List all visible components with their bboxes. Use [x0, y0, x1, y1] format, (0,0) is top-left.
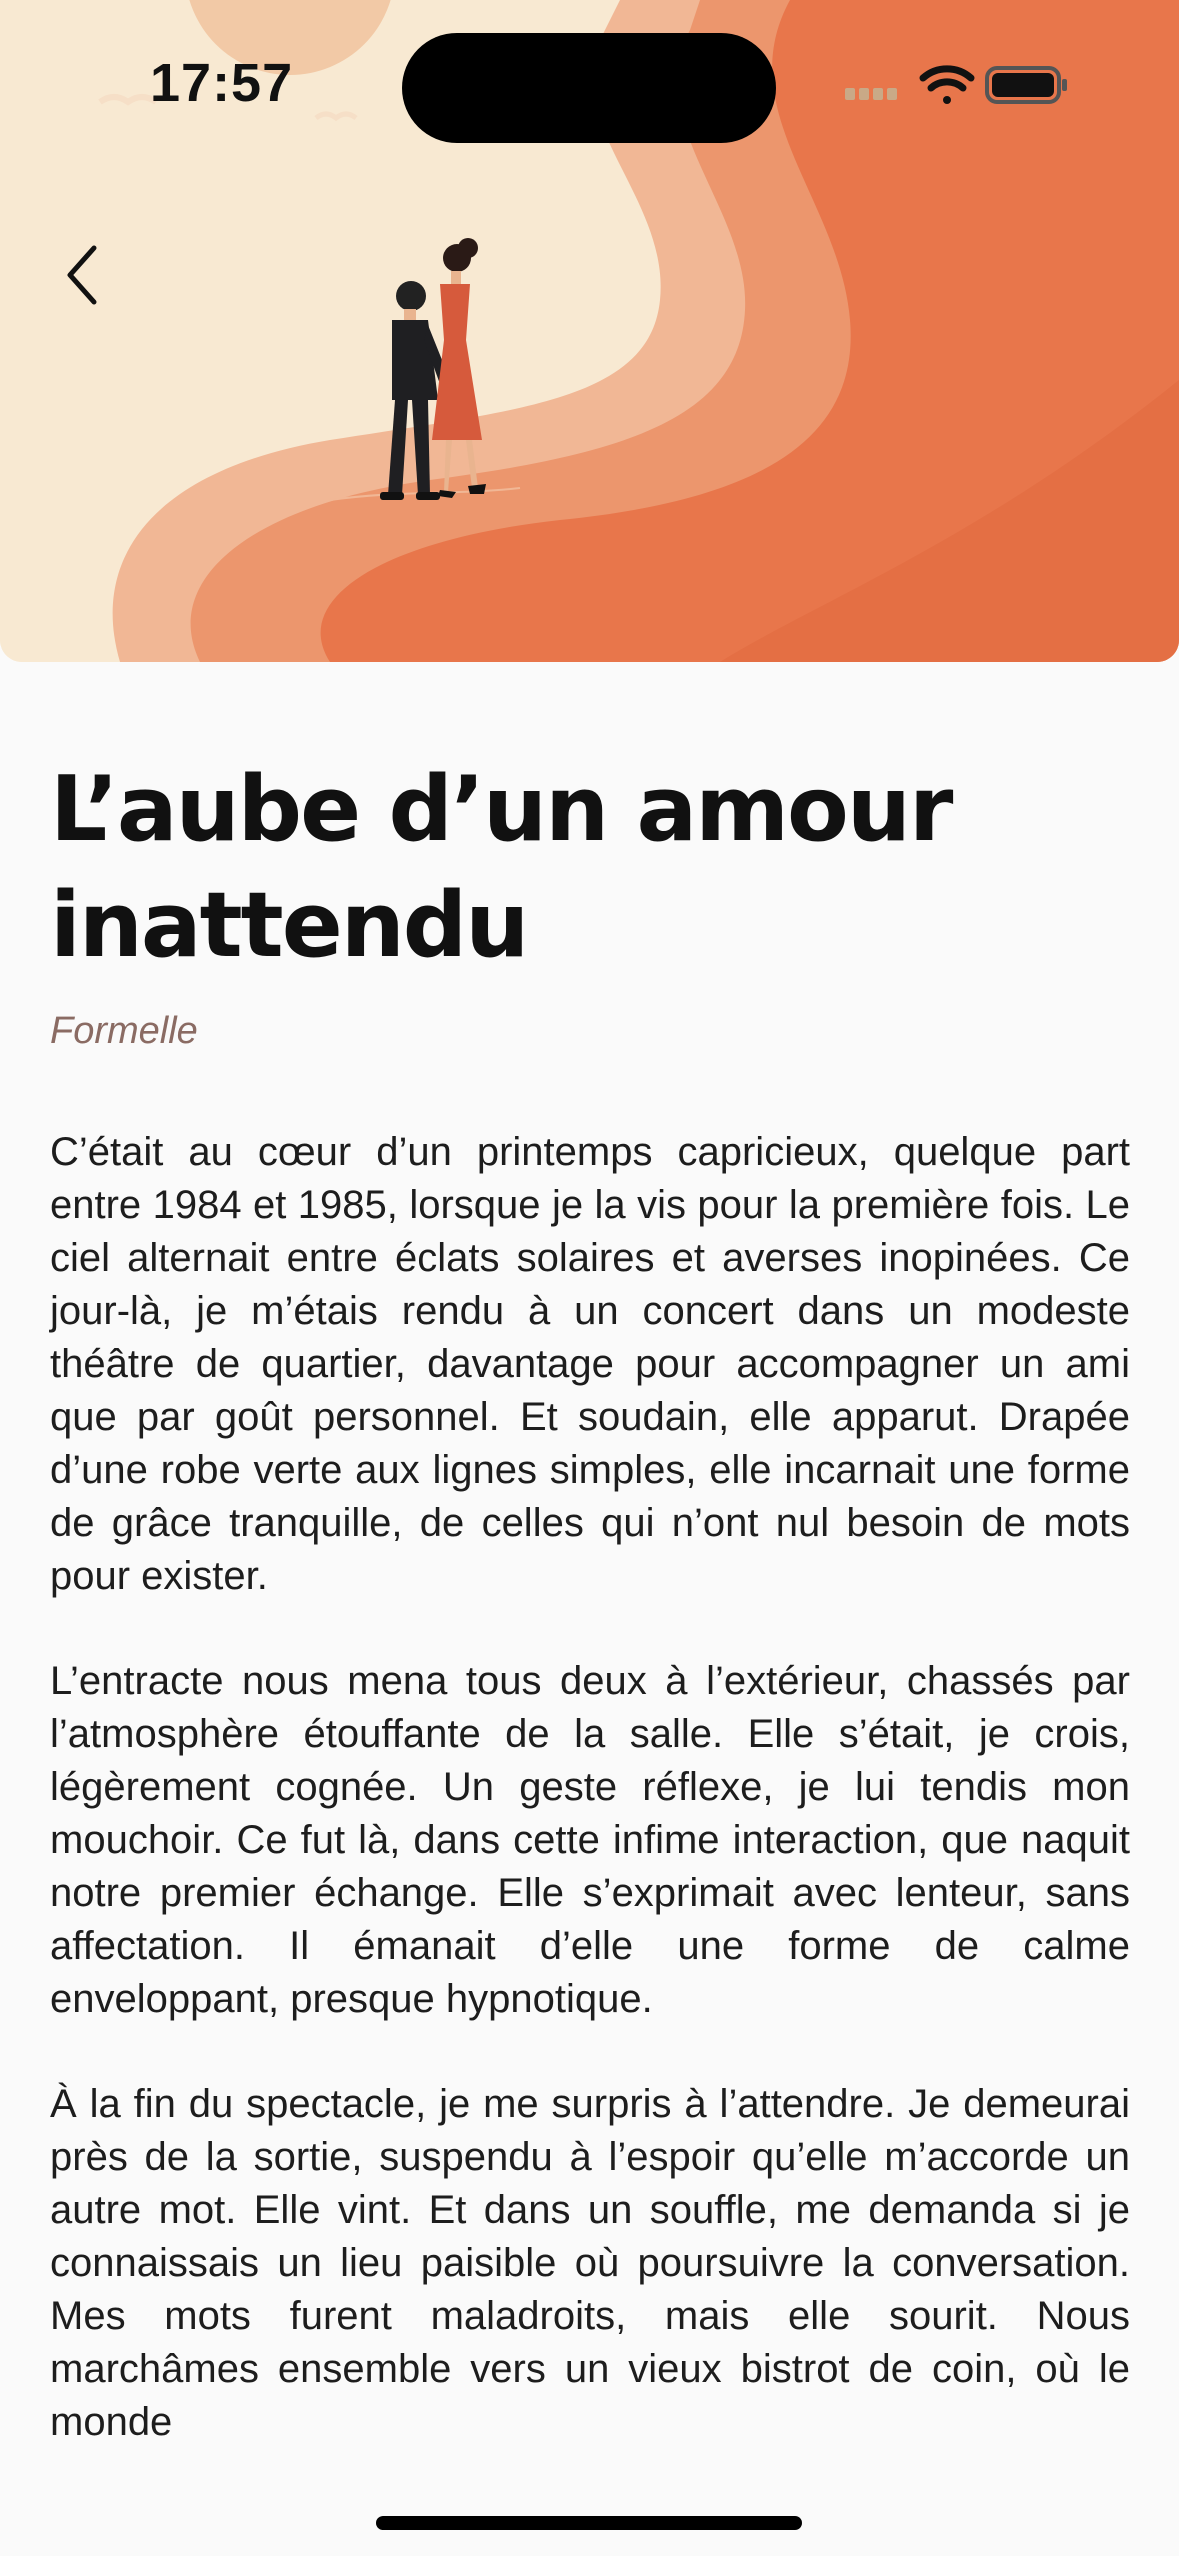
status-icons	[839, 60, 1079, 110]
article-paragraph: À la fin du spectacle, je me surpris à l’attendre. Je demeurai près de la sortie, suspendu à l’espoir qu’elle m’accorde un autre mot. Elle vint. Et dans un souffle, me demanda si je connaissais un lieu paisible où poursuivre la conversation. Mes mots furent maladroits, mais elle sourit. Nous marchâmes ensemble vers un vieux bistrot de coin, où le monde	[50, 2082, 1130, 2444]
article-title: L’aube d’un amour inattendu	[50, 757, 952, 978]
status-time: 17:57	[150, 53, 294, 113]
home-indicator[interactable]	[376, 2516, 802, 2530]
article-body	[50, 1126, 1130, 2449]
article-category: Formelle	[50, 1010, 198, 1052]
article-paragraph: C’était au cœur d’un printemps capricieux, quelque part entre 1984 et 1985, lorsque je la vis pour la première fois. Le ciel alternait entre éclats solaires et averses inopinées. Ce jour-là, je m’étais rendu à un concert dans un modeste théâtre de quartier, davantage pour accompagner un ami que par goût personnel. Et soudain, elle apparut. Drapée d’une robe verte aux lignes simples, elle incarnait une forme de grâce tranquille, de celles qui n’ont nul besoin de mots pour exister.	[50, 1130, 1130, 1598]
dynamic-island	[402, 33, 776, 143]
wifi-icon	[923, 69, 971, 104]
article	[50, 752, 1130, 2501]
chevron-left-icon	[50, 230, 120, 320]
article-paragraph: L’entracte nous mena tous deux à l’extérieur, chassés par l’atmosphère étouffante de la salle. Elle s’était, je crois, légèrement cognée. Un geste réflexe, je lui tendis mon mouchoir. Ce fut là, dans cette infime interaction, que naquit notre premier échange. Elle s’exprimait avec lenteur, sans affectation. Il émanait d’elle une forme de calme enveloppant, presque hypnotique.	[50, 1659, 1130, 2021]
cellular-signal-icon	[845, 88, 897, 100]
battery-icon	[987, 68, 1067, 102]
back-button[interactable]	[50, 230, 120, 320]
